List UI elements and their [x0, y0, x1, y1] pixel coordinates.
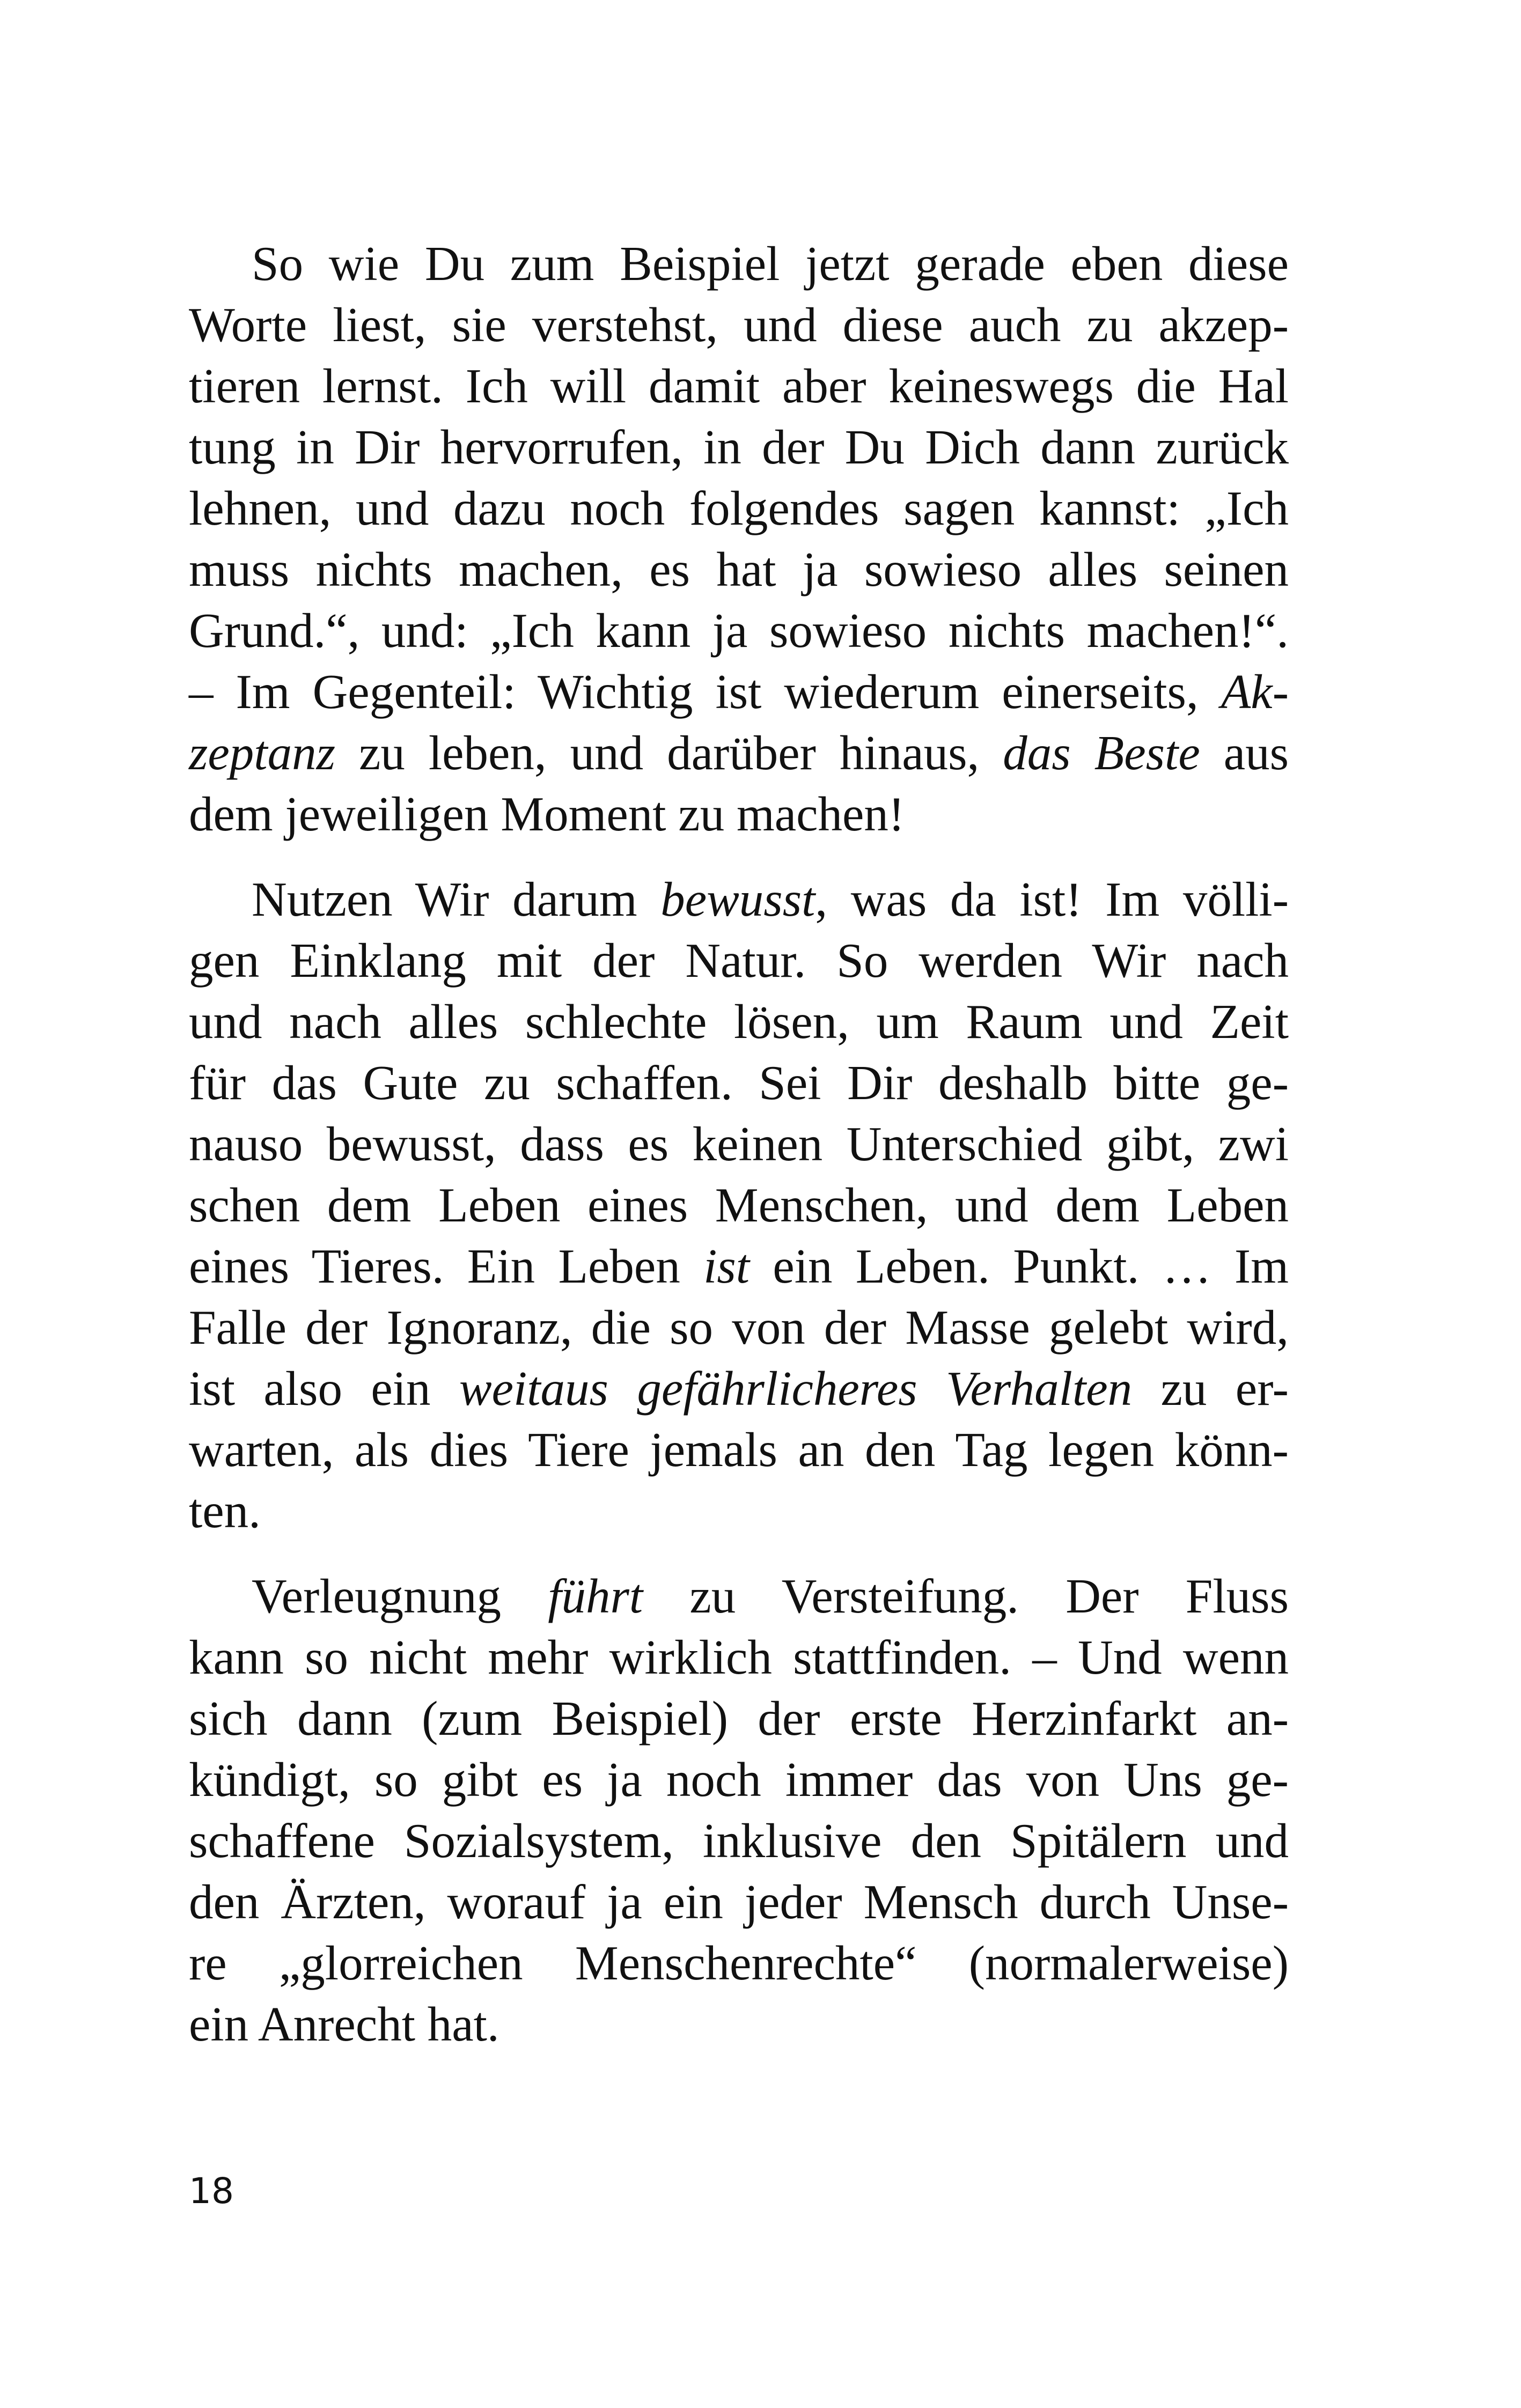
text-run: eines Tieres. Ein Leben [189, 1239, 704, 1293]
text-line [189, 478, 1289, 539]
text-run: Grund.“, und: „Ich kann ja sowieso nichts machen!“. [189, 603, 1289, 658]
text-run: ist also ein [189, 1361, 459, 1416]
text-line [189, 930, 1289, 991]
text-run: ten. [189, 1484, 261, 1538]
text-run: tieren lernst. Ich will damit aber keineswegs die Hal [189, 359, 1289, 413]
text-run: – Im Gegenteil: Wichtig ist wiederum einerseits, [189, 665, 1221, 719]
text-line [189, 1810, 1289, 1872]
text-run: dem jeweiligen Moment zu machen! [189, 787, 905, 841]
text-line [189, 600, 1289, 661]
text-line [189, 1481, 1289, 1542]
text-run: schaffene Sozialsystem, inklusive den Spitälern und [189, 1814, 1289, 1868]
text-run: schen dem Leben eines Menschen, und dem Leben [189, 1178, 1289, 1232]
text-run: zu leben, und darüber hinaus, [335, 726, 1003, 780]
emphasis-text: zeptanz [189, 726, 335, 780]
text-line [189, 1175, 1289, 1236]
text-line [189, 417, 1289, 478]
text-run: Nutzen Wir darum [252, 872, 661, 926]
text-line [189, 723, 1289, 784]
text-line [189, 1566, 1289, 1627]
text-line [189, 539, 1289, 600]
emphasis-text: bewusst [660, 872, 815, 926]
paragraph-gap [189, 1542, 1289, 1566]
page-number: 18 [189, 2170, 234, 2212]
emphasis-text: ist [703, 1239, 750, 1293]
text-run: ein Anrecht hat. [189, 1997, 499, 2051]
text-run: sich dann (zum Beispiel) der erste Herzinfarkt an- [189, 1691, 1289, 1746]
text-line [189, 1749, 1289, 1810]
text-line [189, 869, 1289, 930]
text-line [189, 1933, 1289, 1994]
text-run: aus [1200, 726, 1289, 780]
text-run: tung in Dir hervorrufen, in der Du Dich dann zurück [189, 420, 1289, 474]
body-text [189, 233, 1289, 2055]
text-run: muss nichts machen, es hat ja sowieso alles seinen [189, 542, 1289, 597]
text-run: lehnen, und dazu noch folgendes sagen kannst: „Ich [189, 481, 1289, 535]
text-run: zu er- [1132, 1361, 1289, 1416]
text-run: kündigt, so gibt es ja noch immer das von Uns ge- [189, 1752, 1289, 1807]
text-run: re „glorreichen Menschenrechte“ (normalerweise) [189, 1936, 1289, 1990]
text-line [189, 1419, 1289, 1481]
text-line [189, 784, 1289, 845]
text-line [189, 1994, 1289, 2055]
emphasis-text: weitaus gefährlicheres Verhalten [459, 1361, 1133, 1416]
text-line [189, 991, 1289, 1052]
text-line [189, 1627, 1289, 1688]
text-run: nauso bewusst, dass es keinen Unterschied gibt, zwi [189, 1117, 1289, 1171]
text-line [189, 1688, 1289, 1749]
text-run: und nach alles schlechte lösen, um Raum und Zeit [189, 995, 1289, 1049]
text-line [189, 233, 1289, 294]
text-run: den Ärzten, worauf ja ein jeder Mensch durch Unse- [189, 1875, 1289, 1929]
paragraph-gap [189, 845, 1289, 869]
text-line [189, 294, 1289, 356]
text-line [189, 1236, 1289, 1297]
text-run: Verleugnung [252, 1569, 548, 1623]
text-line [189, 356, 1289, 417]
emphasis-text: Ak- [1221, 665, 1289, 719]
text-line [189, 661, 1289, 723]
text-run: gen Einklang mit der Natur. So werden Wir nach [189, 933, 1289, 988]
text-line [189, 1872, 1289, 1933]
text-run: So wie Du zum Beispiel jetzt gerade eben diese [252, 237, 1289, 291]
text-run: kann so nicht mehr wirklich stattfinden. – Und wenn [189, 1630, 1289, 1684]
text-run: zu Versteifung. Der Fluss [643, 1569, 1289, 1623]
text-line [189, 1114, 1289, 1175]
text-run: warten, als dies Tiere jemals an den Tag legen könn- [189, 1423, 1289, 1477]
emphasis-text: das Beste [1003, 726, 1200, 780]
text-line [189, 1052, 1289, 1114]
emphasis-text: führt [548, 1569, 643, 1623]
text-run: Falle der Ignoranz, die so von der Masse gelebt wird, [189, 1300, 1289, 1354]
text-line [189, 1358, 1289, 1419]
text-line [189, 1297, 1289, 1358]
text-run: für das Gute zu schaffen. Sei Dir deshalb bitte ge- [189, 1056, 1289, 1110]
text-run: Worte liest, sie verstehst, und diese auch zu akzep- [189, 298, 1289, 352]
text-run: , was da ist! Im völli- [815, 872, 1289, 926]
text-run: ein Leben. Punkt. … Im [750, 1239, 1289, 1293]
